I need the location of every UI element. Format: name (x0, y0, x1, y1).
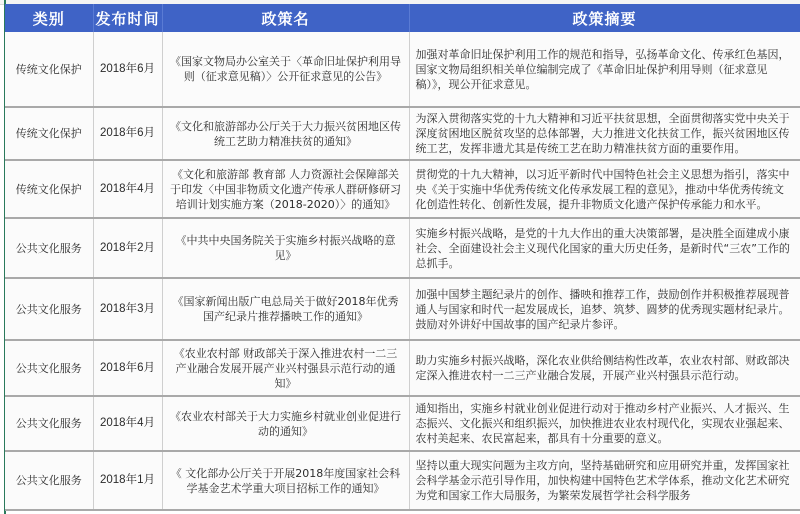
table-row (5, 32, 800, 107)
cell-category: 公共文化服务 (5, 396, 93, 451)
cell-date: 2018年6月 (93, 340, 162, 396)
cell-date: 2018年6月 (93, 107, 162, 160)
cell-policy-summary: 助力实施乡村振兴战略，深化农业供给侧结构性改革，农业农村部、财政部决定深入推进农村一二三产业融合发展，开展产业兴村强县示范行动。 (409, 340, 800, 396)
cell-category: 传统文化保护 (5, 107, 93, 160)
cell-policy-summary: 坚持以重大现实问题为主攻方向，坚持基础研究和应用研究并重，发挥国家社会科学基金示范引导作用，加快构建中国特色艺术学体系，推动文化艺术研究为党和国家工作大局服务，为繁荣发展哲学社会科学服务 (409, 451, 800, 510)
cell-category: 公共文化服务 (5, 451, 93, 510)
cell-policy-summary: 加强对革命旧址保护利用工作的规范和指导，弘扬革命文化、传承红色基因，国家文物局组织相关单位编制完成了《革命旧址保护利用导则（征求意见稿）》，现公开征求意见。 (409, 32, 800, 107)
table-row (5, 160, 800, 218)
cell-policy-summary: 加强中国梦主题纪录片的创作、播映和推荐工作，鼓励创作并积极推荐展现普通人与国家和时代一起发展成长，追梦、筑梦、圆梦的优秀现实题材纪录片。鼓励对外讲好中国故事的国产纪录片参评。 (409, 278, 800, 340)
header-policy-name: 政策名 (162, 4, 409, 32)
header-category: 类别 (5, 4, 93, 32)
cell-policy-name: 《中共中央国务院关于实施乡村振兴战略的意见》 (162, 218, 409, 278)
table-header-row (5, 4, 800, 32)
table-row (5, 451, 800, 510)
cell-date: 2018年4月 (93, 396, 162, 451)
cell-date: 2018年6月 (93, 32, 162, 107)
cell-category: 公共文化服务 (5, 340, 93, 396)
cell-policy-name: 《文化和旅游部办公厅关于大力振兴贫困地区传统工艺助力精准扶贫的通知》 (162, 107, 409, 160)
cell-policy-summary: 实施乡村振兴战略，是党的十九大作出的重大决策部署，是决胜全面建成小康社会、全面建设社会主义现代化国家的重大历史任务，是新时代“三农”工作的总抓手。 (409, 218, 800, 278)
cell-category: 传统文化保护 (5, 32, 93, 107)
cell-date: 2018年4月 (93, 160, 162, 218)
policy-table (5, 4, 800, 511)
header-policy-summary: 政策摘要 (409, 4, 800, 32)
header-date: 发布时间 (93, 4, 162, 32)
cell-category: 传统文化保护 (5, 160, 93, 218)
cell-policy-name: 《国家文物局办公室关于〈革命旧址保护利用导则（征求意见稿）〉公开征求意见的公告》 (162, 32, 409, 107)
table-row (5, 107, 800, 160)
cell-policy-summary: 贯彻党的十九大精神，以习近平新时代中国特色社会主义思想为指引，落实中央《关于实施中华优秀传统文化传承发展工程的意见》，推动中华优秀传统文化创造性转化、创新性发展，提升非物质文化遗产保护传承能力和水平。 (409, 160, 800, 218)
table-row (5, 278, 800, 340)
table-row (5, 218, 800, 278)
cell-policy-name: 《农业农村部 财政部关于深入推进农村一二三产业融合发展开展产业兴村强县示范行动的通知》 (162, 340, 409, 396)
cell-date: 2018年2月 (93, 218, 162, 278)
cell-policy-summary: 通知指出，实施乡村就业创业促进行动对于推动乡村产业振兴、人才振兴、生态振兴、文化振兴和组织振兴，加快推进农业农村现代化，实现农业强起来、农村美起来、农民富起来，都具有十分重要的意义。 (409, 396, 800, 451)
table-row (5, 396, 800, 451)
cell-date: 2018年3月 (93, 278, 162, 340)
cell-policy-name: 《农业农村部关于大力实施乡村就业创业促进行动的通知》 (162, 396, 409, 451)
cell-policy-name: 《国家新闻出版广电总局关于做好2018年优秀国产纪录片推荐播映工作的通知》 (162, 278, 409, 340)
cell-policy-summary: 为深入贯彻落实党的十九大精神和习近平扶贫思想，全面贯彻落实党中央关于深度贫困地区脱贫攻坚的总体部署，大力推进文化扶贫工作，振兴贫困地区传统工艺，发挥非遗尤其是传统工艺在助力精准扶贫方面的重要作用。 (409, 107, 800, 160)
cell-policy-name: 《文化和旅游部 教育部 人力资源社会保障部关于印发〈中国非物质文化遗产传承人群研修研习培训计划实施方案（2018-2020）〉的通知》 (162, 160, 409, 218)
cell-policy-name: 《 文化部办公厅关于开展2018年度国家社会科学基金艺术学重大项目招标工作的通知》 (162, 451, 409, 510)
cell-date: 2018年1月 (93, 451, 162, 510)
table-row (5, 340, 800, 396)
cell-category: 公共文化服务 (5, 278, 93, 340)
cell-category: 公共文化服务 (5, 218, 93, 278)
